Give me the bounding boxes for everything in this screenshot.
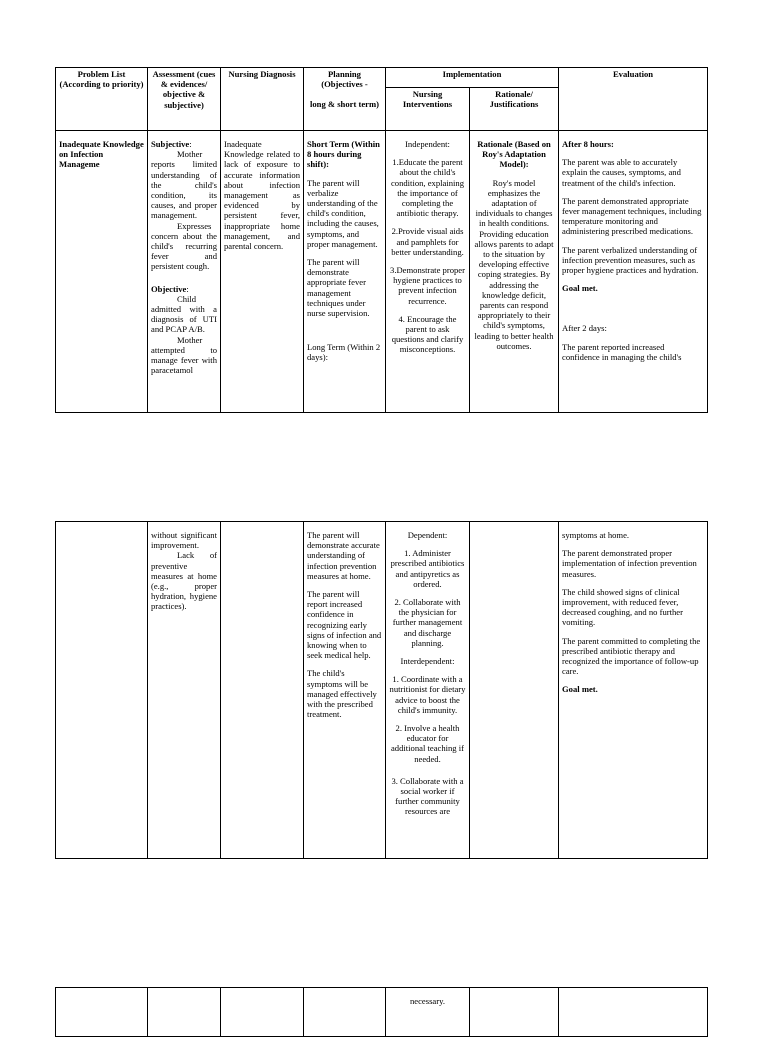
- planning-short-term-1: The parent will verbalize understanding of the child's condition, including the causes, symptoms, and proper management.: [307, 177, 379, 249]
- interdependent-intervention-3: 3. Collaborate with a social worker if further community resources are: [391, 775, 464, 817]
- care-plan-table-page-2: without significant improvement. Lack of preventive measures at home (e.g., proper hydration, hygiene practices). The parent will demonstrate accurate understanding of infection prevention measures at home. The parent will report increased confidence in recognizing early signs of infection and knowing when to seek medical help. The child's symptoms will be managed effectively with the prescribed treatment. Dependent: 1. Administer prescribed antibiotics and antipyretics as ordered. 2. Collaborate with the physician for further management and discharge planning. Interdependent: 1. Coordinate with a nutritionist for dietary advice to boost the child's immunity. 2. Involve a health educator for additional teaching if needed. 3. Collaborate with a social worker if further community resources are symptoms at home. The parent demonstrated proper implementation of infection prevention measures. The child showed signs of clinical improvement, with reduced fever, decreased coughing, and no further vomiting. The parent committed to completing the prescribed antibiotic therapy and recognized the importance of follow-up care. Goal met.: [55, 521, 708, 859]
- dependent-intervention-2: 2. Collaborate with the physician for further management and discharge planning.: [392, 597, 463, 648]
- page3-assessment-cell: [148, 988, 221, 1037]
- header-assessment: Assessment (cues & evidences/ objective & subjective): [148, 68, 221, 131]
- header-nursing-interventions: Nursing Interventions: [386, 88, 470, 131]
- header-implementation: Implementation: [386, 68, 559, 88]
- assessment-continued-1: without significant improvement.: [151, 530, 217, 551]
- header-nursing-diagnosis: Nursing Diagnosis: [221, 68, 304, 131]
- header-planning-line2: long & short term): [310, 99, 379, 110]
- page3-diagnosis-cell: [221, 988, 304, 1037]
- header-rationale: Rationale/ Justifications: [470, 88, 559, 131]
- header-planning: [304, 68, 386, 131]
- planning-long-term-1: The parent will demonstrate accurate understanding of infection prevention measures at home.: [307, 530, 380, 581]
- objective-label: Objective: [151, 283, 187, 294]
- intervention-1: 1.Educate the parent about the child's condition, explaining the importance of completing the antibiotic therapy.: [390, 157, 465, 219]
- care-plan-table-page-3: [55, 987, 708, 1037]
- goal-met-1: Goal met: [562, 283, 596, 294]
- intervention-3: 3.Demonstrate proper hygiene practices to prevent infection recurrence.: [390, 265, 465, 306]
- evaluation-continued-3: The child showed signs of clinical improvement, with reduced fever, decreased coughing, and no further vomiting.: [562, 586, 683, 628]
- objective-text-1: Child admitted with a diagnosis of UTI and PCAP A/B.: [151, 293, 217, 335]
- goal-met-2: Goal met: [562, 684, 596, 695]
- evaluation-4: The parent reported increased confidence in managing the child's: [562, 341, 682, 362]
- nursing-diagnosis-text: Inadequate Knowledge related to lack of exposure to accurate information about infection management as evidenced by persistent fever, inappropriate home management, and parental concern.: [224, 139, 300, 252]
- page2-rationale-cell: [470, 522, 559, 859]
- rationale-text: Roy's model emphasizes the adaptation of individuals to changes in health conditions. Providing education allows parents to adapt to the situation by developing effective coping strategies. By addressing the knowledge deficit, parents can respond appropriately to their child's symptoms, leading to better health outcomes.: [474, 177, 554, 351]
- subjective-text-2: Expresses concern about the child's recurring fever and persistent cough.: [151, 220, 217, 272]
- planning-long-term-2: The parent will report increased confidence in recognizing early signs of infection and knowing when to seek medical help.: [307, 589, 382, 661]
- objective-text-2: Mother attempted to manage fever with paracetamol: [151, 334, 217, 376]
- care-plan-table-page-1: Problem List (According to priority) Assessment (cues & evidences/ objective & subjective) Nursing Diagnosis Planning (Objectives - long & short term) Implementation Evaluation Nursing Interventions Rationale/ Justifications Inadequate Knowledge on Infection Manageme Subjective: Mother reports limited understanding of the child's condition, its causes, and proper management. Expresses concern about the child's recurring fever and persistent cough. Objective: Child admitted with a diagnosis of UTI and PCAP A/B. Mother attempted to manage fever with paracetamol Inadequate Knowledge related to lack of exposure to accurate information about infection management as evidenced by persistent fever, inappropriate home management, and parental concern. Short Term (Within 8 hours during shift): The parent will verbalize understanding of the child's condition, including the causes, symptoms, and proper management. The parent will demonstrate appropriate fever management techniques under nurse supervision. Long Term (Within 2 days): Independent: 1.Educate the parent about the child's condition, explaining the importance of completing the antibiotic therapy. 2.Provide visual aids and pamphlets for better understanding. 3.Demonstrate proper hygiene practices to prevent infection recurrence. 4. Encourage the parent to ask questions and clarify misconceptions. Rationale (Based on Roy's Adaptation Model): Roy's model emphasizes the adaptation of individuals to changes in health conditions. Providing education allows parents to adapt to the situation by developing effective coping strategies. By addressing the knowledge deficit, parents can respond appropriately to their child's symptoms, leading to better health outcomes. After 8 hours: The parent was able to accurately explain the causes, symptoms, and treatment of the child's infection. The parent demonstrated appropriate fever management techniques, including temperature monitoring and administering prescribed medications. The parent verbalized understanding of infection prevention measures, such as proper hygiene practices and hydration. Goal met. After 2 days: The parent reported increased confidence in managing the child's: [55, 67, 708, 413]
- rationale-label: Rationale (Based on Roy's Adaptation Model): [477, 139, 551, 170]
- page2-diagnosis-cell: [221, 522, 304, 859]
- eval-label-2-days: After 2 days: [562, 323, 605, 334]
- short-term-label: Short Term (Within 8 hours during shift):: [307, 139, 380, 170]
- intervention-continued: necessary.: [410, 996, 445, 1006]
- eval-label-8-hours: After 8 hours: [562, 139, 612, 149]
- evaluation-continued-4: The parent committed to completing the prescribed antibiotic therapy and recognized the importance of follow-up care.: [562, 635, 701, 677]
- page3-evaluation-cell: [559, 988, 708, 1037]
- assessment-continued-2: Lack of preventive measures at home (e.g., proper hydration, hygiene practices).: [151, 550, 217, 612]
- independent-label: Independent:: [405, 139, 450, 149]
- long-term-label: Long Term (Within 2 days):: [307, 342, 381, 363]
- header-planning-line1: Planning (Objectives -: [321, 69, 368, 90]
- evaluation-continued-1: symptoms at home.: [562, 530, 630, 540]
- planning-long-term-3: The child's symptoms will be managed effectively with the prescribed treatment.: [307, 668, 377, 720]
- dependent-label: Dependent:: [407, 530, 448, 540]
- interdependent-intervention-2: 2. Involve a health educator for additional teaching if needed.: [390, 723, 465, 764]
- interdependent-label: Interdependent:: [400, 656, 455, 667]
- evaluation-continued-2: The parent demonstrated proper implementation of infection prevention measures.: [562, 548, 697, 579]
- subjective-label: Subjective: [151, 139, 190, 149]
- page3-planning-cell: [304, 988, 386, 1037]
- page3-rationale-cell: [470, 988, 559, 1037]
- header-evaluation: Evaluation: [559, 68, 708, 131]
- intervention-2: 2.Provide visual aids and pamphlets for better understanding.: [391, 226, 464, 257]
- problem-text: Inadequate Knowledge on Infection Manageme: [59, 139, 144, 170]
- evaluation-2: The parent demonstrated appropriate fever management techniques, including temperature monitoring and administering prescribed medications.: [562, 195, 702, 237]
- evaluation-1: The parent was able to accurately explain the causes, symptoms, and treatment of the child's infection.: [562, 157, 681, 188]
- dependent-intervention-1: 1. Administer prescribed antibiotics and antipyretics as ordered.: [390, 548, 465, 589]
- page2-problem-cell: [56, 522, 148, 859]
- intervention-4: 4. Encourage the parent to ask questions and clarify misconceptions.: [391, 313, 464, 355]
- interdependent-intervention-1: 1. Coordinate with a nutritionist for dietary advice to boost the child's immunity.: [389, 674, 466, 715]
- subjective-text-1: Mother reports limited understanding of the child's condition, its causes, and proper management.: [151, 149, 217, 221]
- header-problem-list: Problem List (According to priority): [56, 68, 148, 131]
- page3-problem-cell: [56, 988, 148, 1037]
- evaluation-3: The parent verbalized understanding of infection prevention measures, such as proper hygiene practices and hydration.: [562, 244, 699, 276]
- planning-short-term-2: The parent will demonstrate appropriate fever management techniques under nurse supervision.: [307, 257, 370, 319]
